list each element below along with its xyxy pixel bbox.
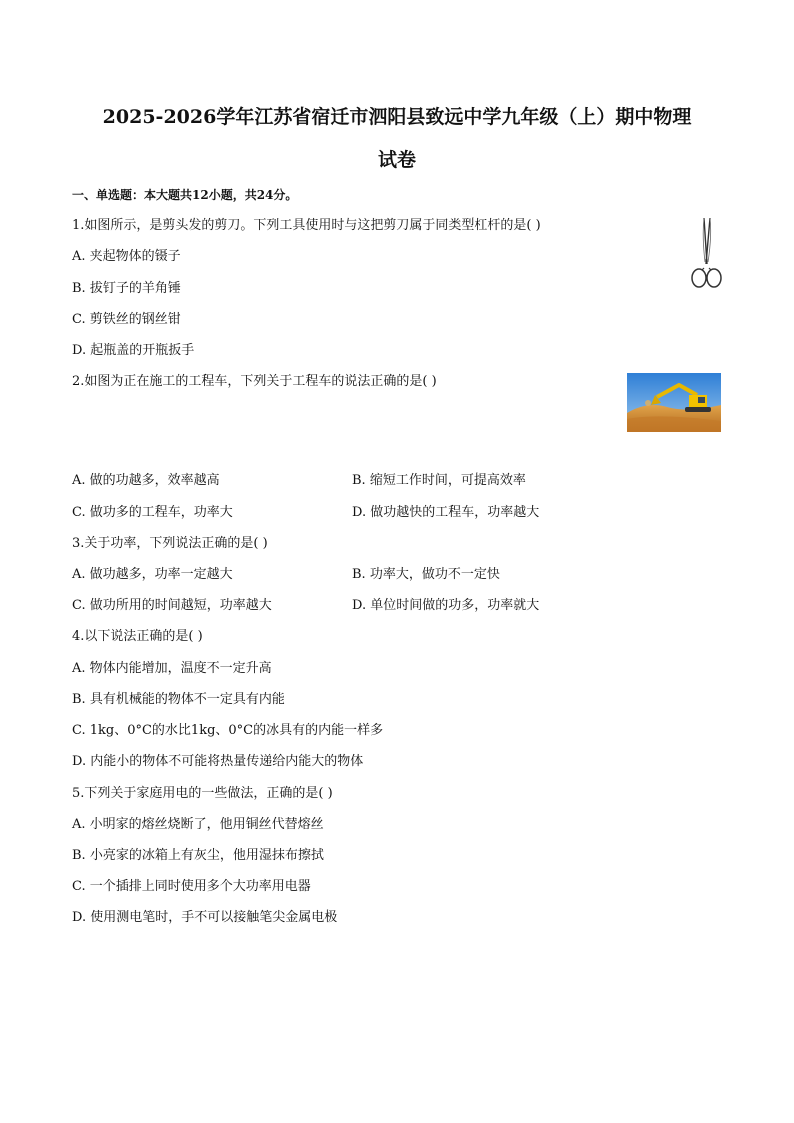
- question-5-stem: 5.下列关于家庭用电的一些做法，正确的是( ): [72, 786, 333, 801]
- question-3-option-b: B. 功率大，做功不一定快: [352, 567, 500, 582]
- question-2-option-b: B. 缩短工作时间，可提高效率: [352, 473, 526, 488]
- question-1-option-b: B. 拔钉子的羊角锤: [72, 281, 181, 296]
- question-4-option-c: C. 1kg、0°C的水比1kg、0°C的冰具有的内能一样多: [72, 723, 384, 738]
- question-3-option-c: C. 做功所用的时间越短，功率越大: [72, 598, 272, 613]
- question-2-option-a: A. 做的功越多，效率越高: [72, 473, 220, 488]
- question-3-stem: 3.关于功率，下列说法正确的是( ): [72, 536, 268, 551]
- question-4-option-b: B. 具有机械能的物体不一定具有内能: [72, 692, 285, 707]
- excavator-photo: [627, 373, 721, 432]
- question-2-option-c: C. 做功多的工程车，功率大: [72, 505, 233, 520]
- question-5-option-a: A. 小明家的熔丝烧断了，他用铜丝代替熔丝: [72, 817, 324, 832]
- question-4-option-a: A. 物体内能增加，温度不一定升高: [72, 661, 272, 676]
- question-2-option-d: D. 做功越快的工程车，功率越大: [352, 505, 540, 520]
- scissors-figure: [688, 216, 724, 292]
- question-5-option-b: B. 小亮家的冰箱上有灰尘，他用湿抹布擦拭: [72, 848, 324, 863]
- question-1-option-c: C. 剪铁丝的钢丝钳: [72, 312, 181, 327]
- question-2-stem: 2.如图为正在施工的工程车，下列关于工程车的说法正确的是( ): [72, 374, 437, 389]
- question-4-stem: 4.以下说法正确的是( ): [72, 629, 203, 644]
- question-1-option-d: D. 起瓶盖的开瓶扳手: [72, 343, 195, 358]
- section-header: 一、单选题：本大题共12小题，共24分。: [72, 188, 298, 202]
- question-1-stem: 1.如图所示，是剪头发的剪刀。下列工具使用时与这把剪刀属于同类型杠杆的是( ): [72, 218, 541, 233]
- question-5-option-d: D. 使用测电笔时，手不可以接触笔尖金属电极: [72, 910, 338, 925]
- question-1-option-a: A. 夹起物体的镊子: [72, 249, 181, 264]
- question-5-option-c: C. 一个插排上同时使用多个大功率用电器: [72, 879, 311, 894]
- question-3-option-d: D. 单位时间做的功多，功率就大: [352, 598, 540, 613]
- question-3-option-a: A. 做功越多，功率一定越大: [72, 567, 233, 582]
- document-title-line-2: 试卷: [377, 149, 416, 171]
- question-4-option-d: D. 内能小的物体不可能将热量传递给内能大的物体: [72, 754, 364, 769]
- document-title-line-1: 2025-2026学年江苏省宿迁市泗阳县致远中学九年级（上）期中物理: [102, 106, 692, 128]
